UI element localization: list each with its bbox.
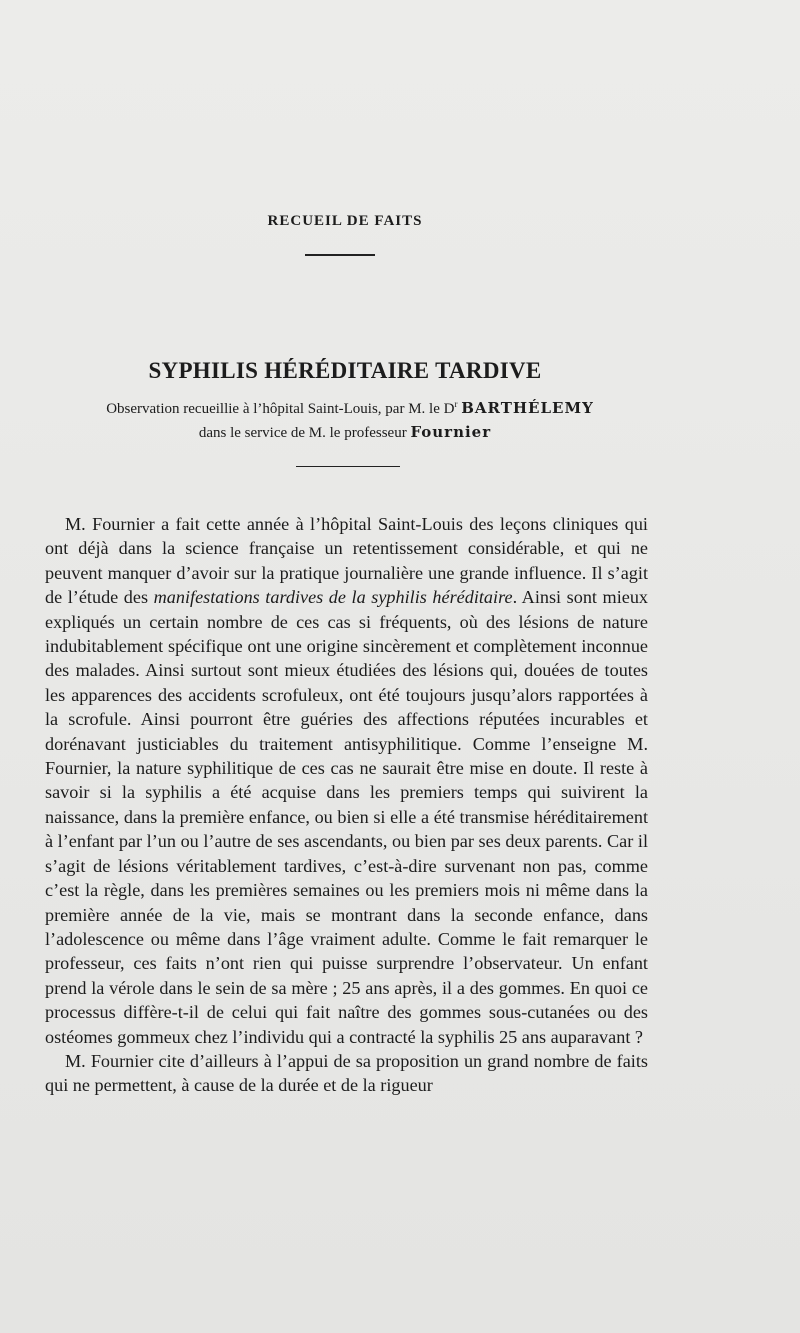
author-name: BARTHÉLEMY (461, 399, 594, 417)
byline-line-2 (0, 423, 690, 442)
paragraph-1 (45, 512, 648, 1049)
paragraph-2: M. Fournier cite d’ailleurs à l’appui de sa proposition un grand nombre de faits qui ne permettent, à cause de la durée et de la rigueur (45, 1050, 648, 1096)
byline-line-1 (5, 399, 695, 418)
byline-prefix: Observation recueillie à l’hôpital Saint-Louis, par M. le D (106, 401, 455, 417)
byline-superscript: r (454, 399, 458, 409)
title-divider (296, 466, 400, 467)
professor-name: Fournier (410, 423, 492, 441)
article-title: SYPHILIS HÉRÉDITAIRE TARDIVE (148, 358, 542, 383)
paragraph-1-text-b: . Ainsi sont mieux expliqués un certain nombre de ces cas si fréquents, où des lésions de nature indubitablement spécifique ont une origine sincèrement et complètement inconnue des malades. Ainsi surtout sont mieux étudiées des lésions qui, douées de toutes les apparences des accidents scrofuleux, ont été toujours jusqu’alors rapportées à la scrofule. Ainsi pourront être guéries des affections réputées incurables et dorénavant justiciables du traitement antisyphilitique. Comme l’enseigne M. Fournier, la nature syphilitique de ces cas ne saurait être mise en doute. Il reste à savoir si la syphilis a été acquise dans les premiers temps qui suivirent la naissance, dans la première enfance, ou bien si elle a été transmise héréditairement à l’enfant par l’un ou l’autre de ses ascendants, ou bien par ses deux parents. Car il s’agit de lésions véritablement tardives, c’est-à-dire survenant non pas, comme c’est la règle, dans les premières semaines ou les premiers mois ni même dans la première année de la vie, mais se montrant dans la seconde enfance, dans l’adolescence ou même dans l’âge vraiment adulte. Comme le fait remarquer le professeur, ces faits n’ont rien qui puisse surprendre l’observateur. Un enfant prend la vérole dans le sein de sa mère ; 25 ans après, il a des gommes. En quoi ce processus diffère-t-il de celui qui fait naître des gommes sous-cutanées ou des ostéomes gommeux chez l’individu qui a contracté la syphilis 25 ans auparavant ? (45, 587, 649, 1047)
section-heading: RECUEIL DE FAITS (267, 213, 423, 229)
paragraph-1-text-a: M. Fournier a fait cette année à l’hôpital Saint-Louis des leçons cliniques qui ont déjà dans la science française un retentissement considérable, et qui ne peuvent manquer d’avoir sur la pratique journalière une grande influence. Il s’agit de l’étude des (45, 514, 648, 608)
heading-divider (305, 254, 375, 256)
article-body (45, 512, 648, 1098)
paragraph-1-emphasis: manifestations tardives de la syphilis héréditaire (153, 587, 513, 608)
byline-service: dans le service de M. le professeur (198, 425, 407, 441)
